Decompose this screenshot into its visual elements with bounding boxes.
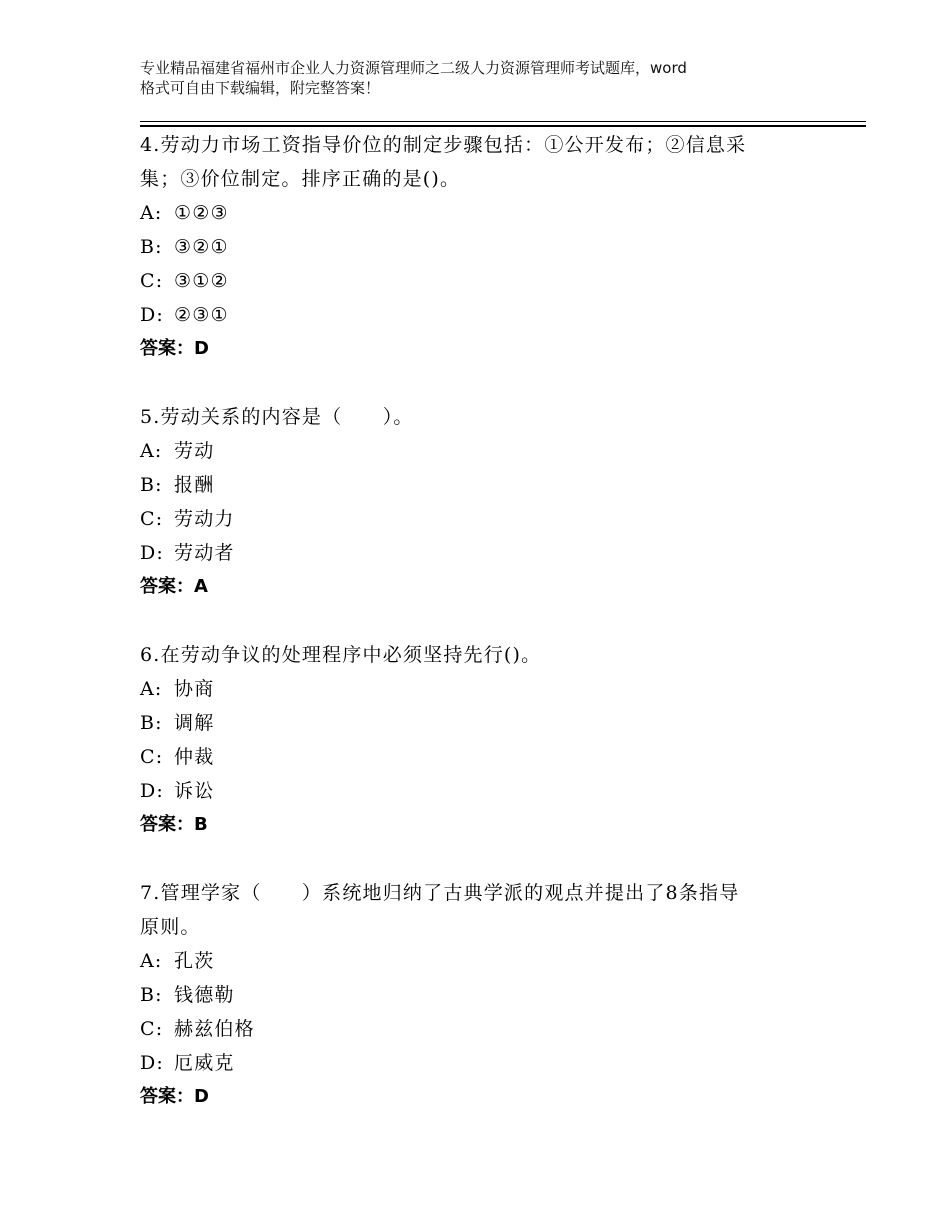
answer-line: 答案：D <box>140 338 209 359</box>
option-letter: D: <box>140 1052 165 1074</box>
option-c <box>140 264 830 298</box>
option-a <box>140 672 830 706</box>
option-letter: A: <box>140 440 163 462</box>
answer-line: 答案：A <box>140 576 208 597</box>
option-b <box>140 978 830 1012</box>
option-b <box>140 706 830 740</box>
option-letter: A: <box>140 678 163 700</box>
option-a <box>140 196 830 230</box>
header-divider-thin <box>140 121 866 122</box>
option-text: 调解 <box>174 712 215 734</box>
question-stem <box>140 128 800 196</box>
option-c <box>140 740 830 774</box>
header-line-2: 格式可自由下载编辑，附完整答案！ <box>140 79 381 97</box>
question-stem-line-1: 6.在劳动争议的处理程序中必须坚持先行()。 <box>140 644 542 666</box>
option-text: 诉讼 <box>174 780 215 802</box>
question-stem-line-2: 原则。 <box>140 916 201 938</box>
document-header <box>140 58 840 98</box>
option-letter: C: <box>140 1018 164 1040</box>
option-c <box>140 1012 830 1046</box>
spacer <box>140 842 830 876</box>
question-list <box>140 128 830 1114</box>
option-letter: D: <box>140 780 165 802</box>
answer-line: 答案：B <box>140 814 208 835</box>
header-divider-thick <box>140 125 866 127</box>
option-text: 协商 <box>174 678 215 700</box>
spacer <box>140 604 830 638</box>
option-letter: C: <box>140 508 164 530</box>
option-d <box>140 298 830 332</box>
header-line-1: 专业精品福建省福州市企业人力资源管理师之二级人力资源管理师考试题库，word <box>140 59 687 77</box>
option-letter: B: <box>140 474 163 496</box>
option-text: ③②① <box>174 236 229 258</box>
option-text: ①②③ <box>174 202 229 224</box>
option-text: ③①② <box>174 270 229 292</box>
question-stem-line-1: 4.劳动力市场工资指导价位的制定步骤包括：①公开发布；②信息采 <box>140 134 747 156</box>
option-c <box>140 502 830 536</box>
option-letter: D: <box>140 304 165 326</box>
option-text: ②③① <box>174 304 229 326</box>
option-d <box>140 1046 830 1080</box>
question-stem <box>140 400 800 434</box>
option-letter: A: <box>140 950 163 972</box>
option-letter: A: <box>140 202 163 224</box>
option-letter: B: <box>140 236 163 258</box>
option-letter: B: <box>140 712 163 734</box>
question-5 <box>140 400 830 604</box>
question-6 <box>140 638 830 842</box>
option-a <box>140 434 830 468</box>
option-d <box>140 774 830 808</box>
question-stem <box>140 876 800 944</box>
option-text: 钱德勒 <box>174 984 235 1006</box>
question-4 <box>140 128 830 366</box>
option-text: 劳动者 <box>174 542 235 564</box>
spacer <box>140 366 830 400</box>
option-text: 劳动力 <box>174 508 235 530</box>
option-text: 劳动 <box>174 440 215 462</box>
question-7 <box>140 876 830 1114</box>
option-d <box>140 536 830 570</box>
option-text: 仲裁 <box>174 746 215 768</box>
option-b <box>140 468 830 502</box>
question-stem-line-1: 7.管理学家（ ）系统地归纳了古典学派的观点并提出了8条指导 <box>140 882 740 904</box>
option-letter: C: <box>140 270 164 292</box>
answer-line: 答案：D <box>140 1086 209 1107</box>
question-stem-line-2: 集；③价位制定。排序正确的是()。 <box>140 168 461 190</box>
option-text: 孔茨 <box>174 950 215 972</box>
option-letter: D: <box>140 542 165 564</box>
option-letter: B: <box>140 984 163 1006</box>
question-stem-line-1: 5.劳动关系的内容是（ ）。 <box>140 406 414 428</box>
question-stem <box>140 638 800 672</box>
option-letter: C: <box>140 746 164 768</box>
option-text: 报酬 <box>174 474 215 496</box>
option-text: 厄威克 <box>174 1052 235 1074</box>
option-text: 赫兹伯格 <box>174 1018 255 1040</box>
option-b <box>140 230 830 264</box>
option-a <box>140 944 830 978</box>
